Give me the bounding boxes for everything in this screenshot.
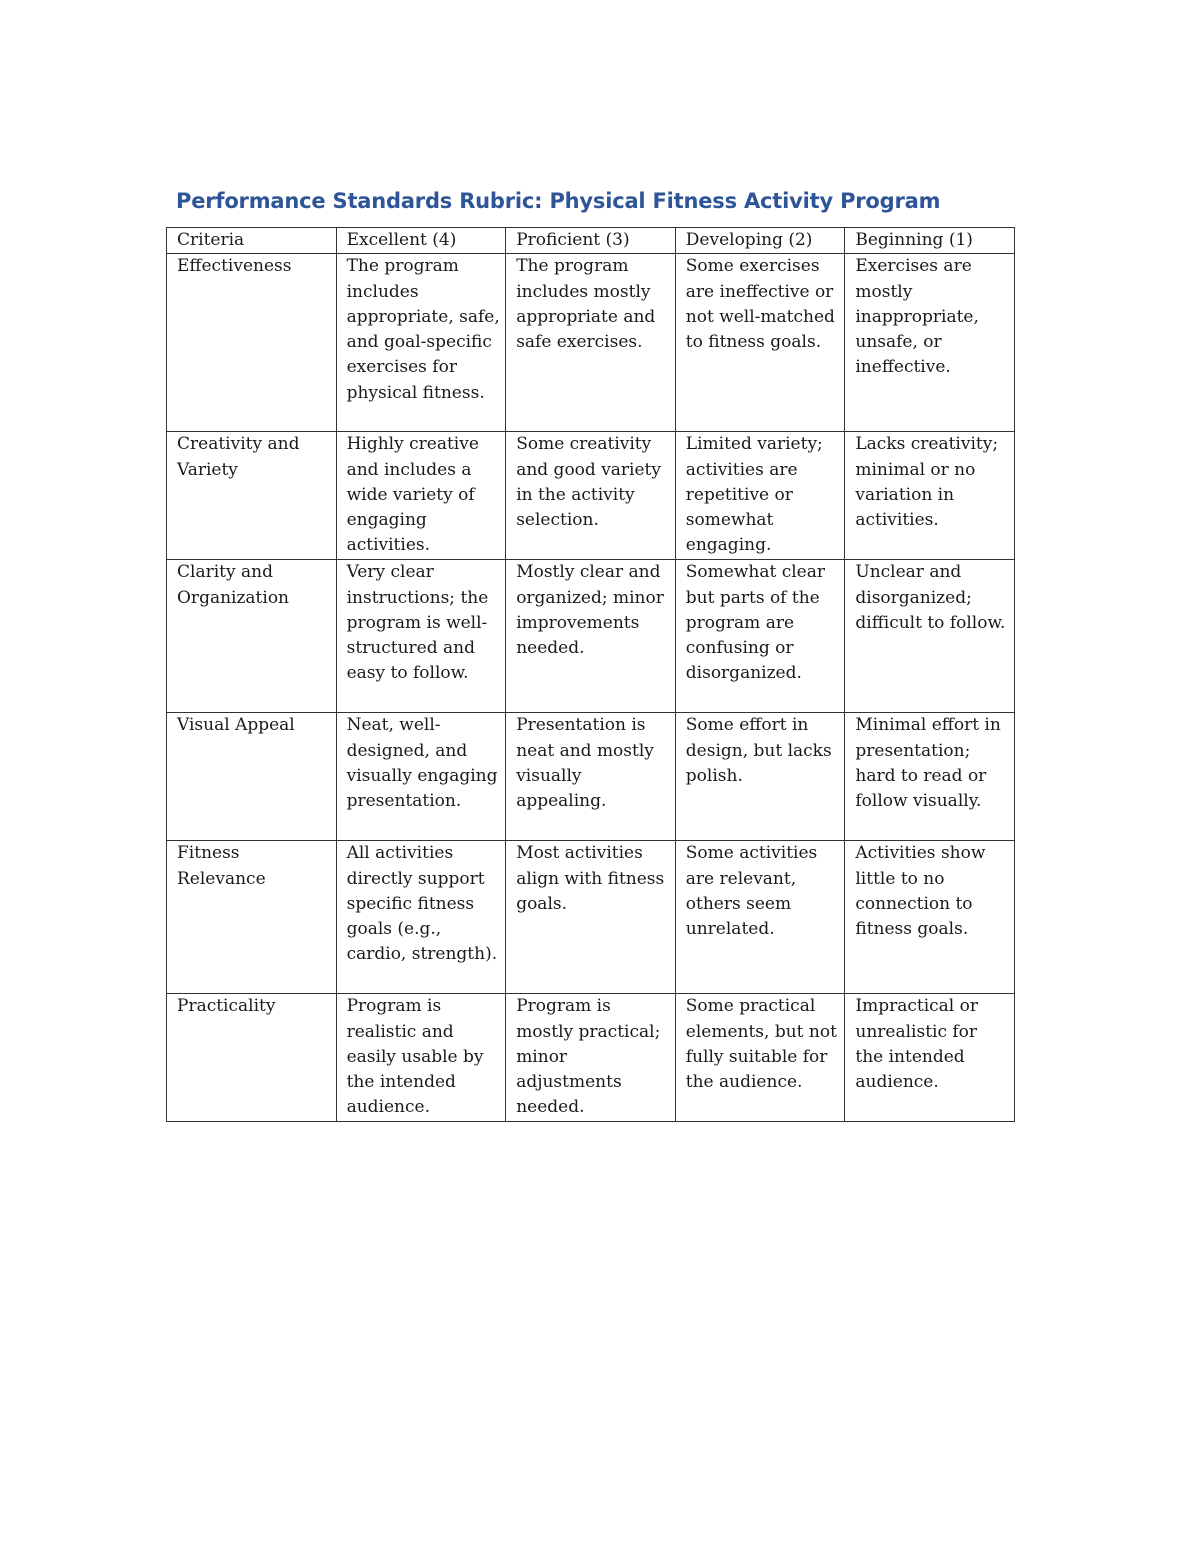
- cell-criteria: Effectiveness: [167, 254, 337, 432]
- cell-proficient: Most activities align with fitness goals.: [506, 841, 676, 994]
- cell-proficient: The program includes mostly appropriate and safe exercises.: [506, 254, 676, 432]
- cell-excellent: All activities directly support specific fitness goals (e.g., cardio, strength).: [336, 841, 506, 994]
- cell-beginning: Unclear and disorganized; difficult to follow.: [845, 560, 1015, 713]
- table-row: [167, 432, 1015, 560]
- cell-developing: Some effort in design, but lacks polish.: [675, 713, 845, 841]
- cell-proficient: Presentation is neat and mostly visually appealing.: [506, 713, 676, 841]
- cell-excellent: Very clear instructions; the program is well-structured and easy to follow.: [336, 560, 506, 713]
- cell-developing: Some exercises are ineffective or not well-matched to fitness goals.: [675, 254, 845, 432]
- cell-developing: Some activities are relevant, others seem unrelated.: [675, 841, 845, 994]
- page-title: Performance Standards Rubric: Physical Fitness Activity Program: [176, 189, 941, 213]
- cell-developing: Somewhat clear but parts of the program are confusing or disorganized.: [675, 560, 845, 713]
- cell-beginning: Impractical or unrealistic for the intended audience.: [845, 994, 1015, 1121]
- cell-criteria: Clarity and Organization: [167, 560, 337, 713]
- cell-criteria: Visual Appeal: [167, 713, 337, 841]
- cell-beginning: Lacks creativity; minimal or no variation in activities.: [845, 432, 1015, 560]
- cell-criteria: Fitness Relevance: [167, 841, 337, 994]
- header-proficient: Proficient (3): [506, 228, 676, 254]
- table-row: [167, 560, 1015, 713]
- cell-beginning: Exercises are mostly inappropriate, unsafe, or ineffective.: [845, 254, 1015, 432]
- header-developing: Developing (2): [675, 228, 845, 254]
- cell-developing: Some practical elements, but not fully suitable for the audience.: [675, 994, 845, 1121]
- cell-excellent: The program includes appropriate, safe, and goal-specific exercises for physical fitness.: [336, 254, 506, 432]
- cell-excellent: Neat, well-designed, and visually engaging presentation.: [336, 713, 506, 841]
- table-row: [167, 994, 1015, 1121]
- cell-beginning: Minimal effort in presentation; hard to read or follow visually.: [845, 713, 1015, 841]
- header-beginning: Beginning (1): [845, 228, 1015, 254]
- rubric-table: [166, 227, 1015, 1122]
- table-row: [167, 713, 1015, 841]
- header-criteria: Criteria: [167, 228, 337, 254]
- cell-excellent: Program is realistic and easily usable by the intended audience.: [336, 994, 506, 1121]
- cell-beginning: Activities show little to no connection to fitness goals.: [845, 841, 1015, 994]
- cell-developing: Limited variety; activities are repetitive or somewhat engaging.: [675, 432, 845, 560]
- header-excellent: Excellent (4): [336, 228, 506, 254]
- table-row: [167, 254, 1015, 432]
- cell-proficient: Program is mostly practical; minor adjustments needed.: [506, 994, 676, 1121]
- cell-proficient: Some creativity and good variety in the activity selection.: [506, 432, 676, 560]
- table-header-row: [167, 228, 1015, 254]
- table-row: [167, 841, 1015, 994]
- cell-criteria: Practicality: [167, 994, 337, 1121]
- cell-excellent: Highly creative and includes a wide variety of engaging activities.: [336, 432, 506, 560]
- cell-proficient: Mostly clear and organized; minor improvements needed.: [506, 560, 676, 713]
- cell-criteria: Creativity and Variety: [167, 432, 337, 560]
